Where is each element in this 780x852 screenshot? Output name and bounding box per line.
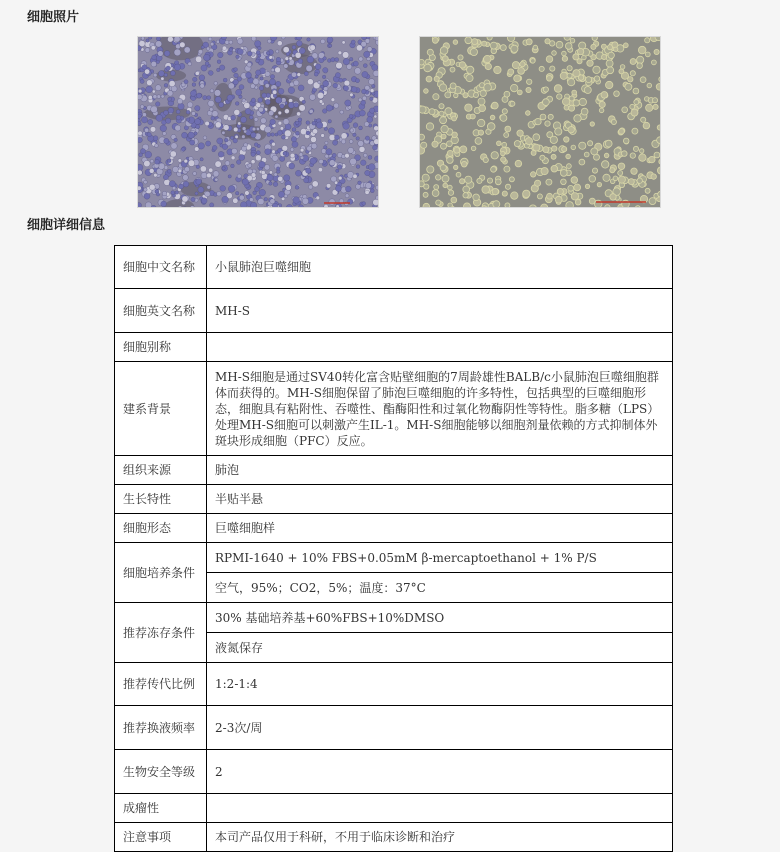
- morphology-value: 巨噬细胞样: [207, 514, 673, 543]
- tissue-label: 组织来源: [115, 456, 207, 485]
- table-row: [115, 663, 673, 706]
- cell-photos-heading: 细胞照片: [27, 10, 80, 25]
- table-row: [115, 794, 673, 823]
- passage-label: 推荐传代比例: [115, 663, 207, 706]
- english-name-value: MH-S: [207, 289, 673, 333]
- chinese-name-value: 小鼠肺泡巨噬细胞: [207, 246, 673, 289]
- table-row: [115, 823, 673, 852]
- table-row: [115, 750, 673, 794]
- cell-details-heading: 细胞详细信息: [27, 218, 106, 233]
- notes-value: 本司产品仅用于科研，不用于临床诊断和治疗: [207, 823, 673, 852]
- table-row: [115, 514, 673, 543]
- english-name-label: 细胞英文名称: [115, 289, 207, 333]
- table-row: [115, 543, 673, 573]
- freeze-medium-value: 30% 基础培养基+60%FBS+10%DMSO: [207, 603, 673, 633]
- tumorigenic-value: [207, 794, 673, 823]
- tumorigenic-label: 成瘤性: [115, 794, 207, 823]
- cell-photo-stained: [137, 36, 379, 208]
- alias-label: 细胞别称: [115, 333, 207, 362]
- table-row: [115, 603, 673, 633]
- freeze-storage-value: 液氮保存: [207, 633, 673, 663]
- medium-change-value: 2-3次/周: [207, 706, 673, 750]
- table-row: [115, 456, 673, 485]
- alias-value: [207, 333, 673, 362]
- table-row: [115, 289, 673, 333]
- notes-label: 注意事项: [115, 823, 207, 852]
- culture-medium-value: RPMI-1640 + 10% FBS+0.05mM β-mercaptoethanol + 1% P/S: [207, 543, 673, 573]
- cell-details-table: [114, 245, 673, 852]
- biosafety-value: 2: [207, 750, 673, 794]
- medium-change-label: 推荐换液频率: [115, 706, 207, 750]
- table-row: [115, 485, 673, 514]
- table-row: [115, 246, 673, 289]
- culture-label: 细胞培养条件: [115, 543, 207, 603]
- cell-photo-brightfield: [419, 36, 661, 208]
- table-row: [115, 706, 673, 750]
- growth-label: 生长特性: [115, 485, 207, 514]
- background-label: 建系背景: [115, 362, 207, 456]
- passage-value: 1:2-1:4: [207, 663, 673, 706]
- tissue-value: 肺泡: [207, 456, 673, 485]
- background-value: MH-S细胞是通过SV40转化富含贴壁细胞的7周龄雄性BALB/c小鼠肺泡巨噬细胞群体而获得的。MH-S细胞保留了肺泡巨噬细胞的许多特性，包括典型的巨噬细胞形态，细胞具有粘附性、吞噬性、酯酶阳性和过氧化物酶阴性等特性。脂多糖（LPS）处理MH-S细胞可以刺激产生IL-1。MH-S细胞能够以细胞剂量依赖的方式抑制体外斑块形成细胞（PFC）反应。: [207, 362, 673, 456]
- table-row: [115, 362, 673, 456]
- morphology-label: 细胞形态: [115, 514, 207, 543]
- growth-value: 半贴半悬: [207, 485, 673, 514]
- culture-env-value: 空气，95%；CO2，5%；温度：37°C: [207, 573, 673, 603]
- freeze-label: 推荐冻存条件: [115, 603, 207, 663]
- biosafety-label: 生物安全等级: [115, 750, 207, 794]
- table-row: [115, 333, 673, 362]
- chinese-name-label: 细胞中文名称: [115, 246, 207, 289]
